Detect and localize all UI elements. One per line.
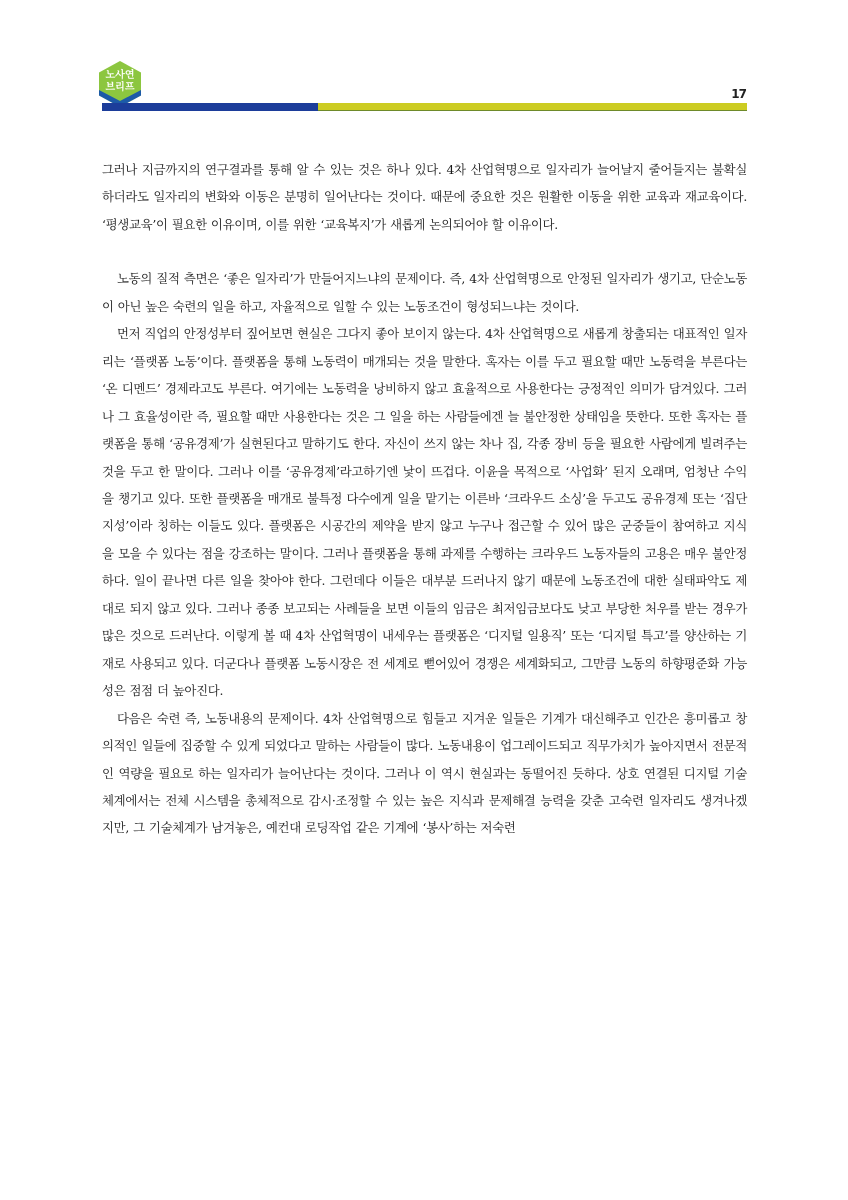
page-number: 17 (731, 87, 746, 101)
body-text (102, 156, 747, 842)
header-bar-underline (318, 110, 747, 111)
header-divider-bar (102, 103, 747, 111)
paragraph-platform-labor: 먼저 직업의 안정성부터 짚어보면 현실은 그다지 좋아 보이지 않는다. 4차 산업혁명으로 새롭게 창출되는 대표적인 일자리는 ‘플랫폼 노동’이다. 플랫폼을 통해 노동력이 매개되는 것을 말한다. 혹자는 이를 두고 필요할 때만 노동력을 부른다는 ‘온 디멘드’ 경제라고도 부른다. 여기에는 노동력을 낭비하지 않고 효율적으로 사용한다는 긍정적인 의미가 담겨있다. 그러나 그 효율성이란 즉, 필요할 때만 사용한다는 것은 그 일을 하는 사람들에겐 늘 불안정한 상태임을 뜻한다. 또한 혹자는 플랫폼을 통해 ‘공유경제’가 실현된다고 말하기도 한다. 자신이 쓰지 않는 차나 집, 각종 장비 등을 필요한 사람에게 빌려주는 것을 두고 한 말이다. 그러나 이를 ‘공유경제’라고하기엔 낯이 뜨겁다. 이윤을 목적으로 ‘사업화’ 된지 오래며, 엄청난 수익을 챙기고 있다. 또한 플랫폼을 매개로 불특정 다수에게 일을 맡기는 이른바 ‘크라우드 소싱’을 두고도 공유경제 또는 ‘집단지성’이라 칭하는 이들도 있다. 플랫폼은 시공간의 제약을 받지 않고 누구나 접근할 수 있어 많은 군중들이 참여하고 지식을 모을 수 있다는 점을 강조하는 말이다. 그러나 플랫폼을 통해 과제를 수행하는 크라우드 노동자들의 고용은 매우 불안정하다. 일이 끝나면 다른 일을 찾아야 한다. 그런데다 이들은 대부분 드러나지 않기 때문에 노동조건에 대한 실태파악도 제대로 되지 않고 있다. 그러나 종종 보고되는 사례들을 보면 이들의 임금은 최저임금보다도 낮고 부당한 처우를 받는 경우가 많은 것으로 드러난다. 이렇게 볼 때 4차 산업혁명이 내세우는 플랫폼은 ‘디지털 일용직’ 또는 ‘디지털 특고’를 양산하는 기재로 사용되고 있다. 더군다나 플랫폼 노동시장은 전 세계로 뻗어있어 경쟁은 세계화되고, 그만큼 노동의 하향평준화 가능성은 점점 더 높아진다. (102, 326, 747, 699)
paragraph-job-quality: 노동의 질적 측면은 ‘좋은 일자리’가 만들어지느냐의 문제이다. 즉, 4차 산업혁명으로 안정된 일자리가 생기고, 단순노동이 아닌 높은 숙련의 일을 하고, 자율적으로 일할 수 있는 노동조건이 형성되느냐는 것이다. (102, 271, 747, 314)
paragraph-education: 그러나 지금까지의 연구결과를 통해 알 수 있는 것은 하나 있다. 4차 산업혁명으로 일자리가 늘어날지 줄어들지는 불확실하더라도 일자리의 변화와 이동은 분명히 일어난다는 것이다. 때문에 중요한 것은 원활한 이동을 위한 교육과 재교육이다. ‘평생교육’이 필요한 이유이며, 이를 위한 ‘교육복지’가 새롭게 논의되어야 할 이유이다. (102, 162, 747, 232)
logo-text: 노사연 브리프 (105, 70, 135, 93)
brief-logo (98, 60, 142, 108)
paragraph-skill-content: 다음은 숙련 즉, 노동내용의 문제이다. 4차 산업혁명으로 힘들고 지겨운 일들은 기계가 대신해주고 인간은 흥미롭고 창의적인 일들에 집중할 수 있게 되었다고 말하는 사람들이 많다. 노동내용이 업그레이드되고 직무가치가 높아지면서 전문적인 역량을 필요로 하는 일자리가 늘어난다는 것이다. 그러나 이 역시 현실과는 동떨어진 듯하다. 상호 연결된 디지털 기술체계에서는 전체 시스템을 총체적으로 감시·조정할 수 있는 높은 지식과 문제해결 능력을 갖춘 고숙련 일자리도 생겨나겠지만, 그 기술체계가 남겨놓은, 예컨대 로딩작업 같은 기계에 ‘봉사’하는 저숙련 (102, 710, 747, 836)
header-bar-blue-segment (102, 103, 318, 111)
